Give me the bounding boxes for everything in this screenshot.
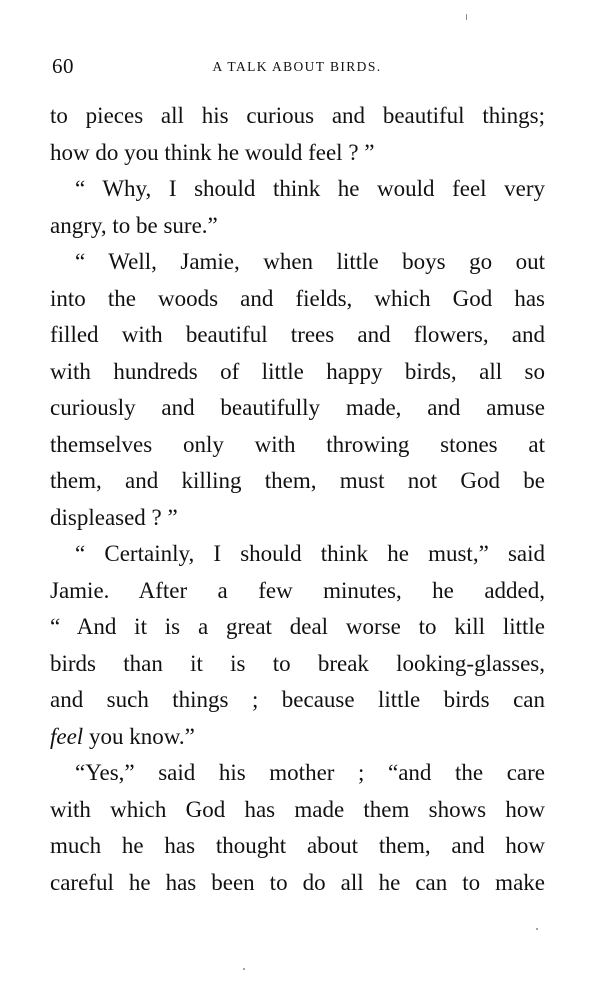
text-line: “ And it is a great deal worse to kill little [50,614,545,639]
text-line: and such things ; because little birds can [50,687,545,712]
text-line: into the woods and fields, which God has [50,285,545,311]
text-line-rest: you know.” [83,723,195,749]
text-line: displeased ? ” [50,504,178,530]
text-line: to pieces all his curious and beautiful things; [50,103,545,128]
italic-word: feel [50,723,84,749]
paper-speck [466,14,467,20]
text-line: much he has thought about them, and how [50,833,545,858]
paper-speck [243,968,245,970]
paper-speck [536,928,538,930]
text-line: birds than it is to break looking-glasses, [50,650,545,676]
text-line-with-italic [50,719,545,756]
text-line: “ Well, Jamie, when little boys go out [75,249,545,274]
text-line: careful he has been to do all he can to make [50,869,545,895]
text-line: angry, to be sure.” [50,212,218,238]
text-line: themselves only with throwing stones at [50,431,545,457]
page-header [52,54,542,84]
text-line: with hundreds of little happy birds, all so [50,358,545,384]
text-line: “ Certainly, I should think he must,” said [75,541,545,566]
body-text [50,98,545,901]
text-line: curiously and beautifully made, and amuse [50,395,545,420]
text-line: “ Why, I should think he would feel very [75,176,545,201]
text-line: with which God has made them shows how [50,796,545,822]
running-head: A TALK ABOUT BIRDS. [212,59,382,74]
text-line: filled with beautiful trees and flowers, and [50,322,545,347]
text-line: how do you think he would feel ? ” [50,139,375,165]
text-line: “Yes,” said his mother ; “and the care [75,760,545,785]
page-number: 60 [52,54,74,78]
text-line: them, and killing them, must not God be [50,468,545,493]
text-line: Jamie. After a few minutes, he added, [50,577,545,603]
